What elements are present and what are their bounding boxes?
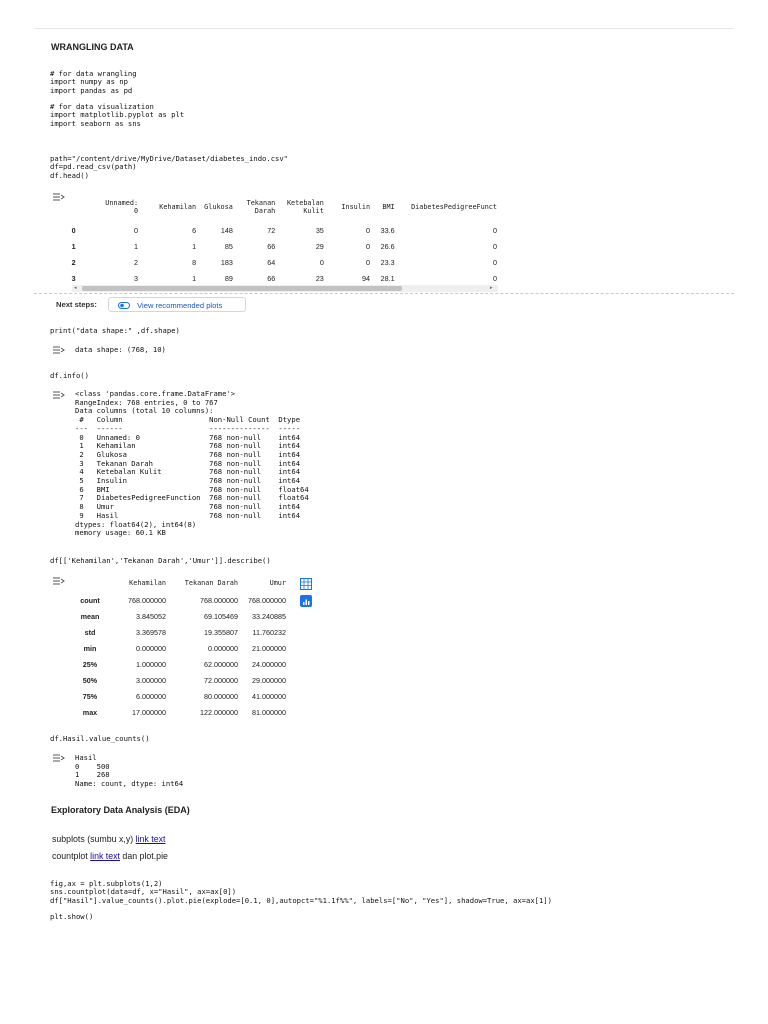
table-cell: 72 — [267, 225, 276, 235]
row-index: 3 — [71, 273, 76, 283]
table-cell: 3.369578 — [136, 627, 166, 637]
table-cell: 183 — [220, 257, 233, 267]
code-cell-info[interactable]: df.info() — [50, 371, 89, 380]
head-col-header: Unnamed: 0 — [105, 199, 139, 215]
row-index: max — [82, 707, 98, 717]
output-toggle-icon[interactable] — [52, 753, 66, 764]
table-cell: 0 — [366, 241, 371, 251]
table-row — [64, 254, 500, 270]
row-index: 75% — [82, 691, 98, 701]
table-cell: 28.1 — [380, 273, 395, 283]
table-cell: 69.105469 — [204, 611, 238, 621]
table-cell: 768.000000 — [248, 595, 286, 605]
head-col-header: Ketebalan Kulit — [286, 199, 324, 215]
cell-divider — [34, 293, 734, 294]
table-cell: 1 — [192, 273, 197, 283]
head-col-header: Glukosa — [204, 203, 233, 211]
head-col-header: Tekanan Darah — [246, 199, 276, 215]
section-title-eda: Exploratory Data Analysis (EDA) — [51, 805, 190, 815]
table-cell: 66 — [267, 241, 276, 251]
code-cell-plot[interactable]: fig,ax = plt.subplots(1,2) sns.countplot(data=df, x="Hasil", ax=ax[0]) df["Hasil"].value_counts().plot.pie(explode=[0.1, 0],autopct="%1.1f%%", labels=["No", "Yes"], shadow=True, ax=ax[1]) plt.show() — [50, 879, 552, 922]
table-row — [62, 672, 286, 688]
table-row — [62, 688, 286, 704]
describe-col-header: Umur — [269, 579, 286, 587]
scrollbar-thumb[interactable] — [82, 286, 402, 291]
table-cell: 94 — [362, 273, 371, 283]
table-cell: 3 — [134, 273, 139, 283]
table-row — [62, 704, 286, 720]
output-value-counts: Hasil 0 500 1 268 Name: count, dtype: int64 — [75, 753, 184, 789]
table-cell: 41.000000 — [252, 691, 286, 701]
table-cell: 0 — [319, 257, 324, 267]
table-cell: 33.240885 — [252, 611, 286, 621]
chart-suggest-icon[interactable] — [300, 595, 312, 607]
table-row — [64, 270, 500, 286]
table-cell: 1 — [192, 241, 197, 251]
top-divider — [34, 28, 734, 29]
table-cell: 17.000000 — [132, 707, 166, 717]
table-cell: 1.000000 — [136, 659, 166, 669]
head-col-header: DiabetesPedigreeFunct — [411, 203, 497, 211]
table-row — [62, 592, 286, 608]
code-cell-shape[interactable]: print("data shape:" ,df.shape) — [50, 326, 180, 335]
table-cell: 2 — [134, 257, 139, 267]
describe-col-header: Tekanan Darah — [184, 579, 238, 587]
table-cell: 0.000000 — [208, 643, 238, 653]
row-index: mean — [80, 611, 100, 621]
link-text-1[interactable]: link text — [135, 834, 166, 844]
table-cell: 0 — [134, 225, 139, 235]
view-recommended-plots-button[interactable] — [108, 297, 246, 312]
row-index: 25% — [82, 659, 98, 669]
text-countplot-suffix: dan plot.pie — [119, 851, 168, 861]
table-cell: 81.000000 — [252, 707, 286, 717]
table-cell: 26.6 — [380, 241, 395, 251]
table-cell: 1 — [134, 241, 139, 251]
table-row — [64, 238, 500, 254]
row-index: std — [84, 627, 96, 637]
table-cell: 768.000000 — [128, 595, 166, 605]
describe-table — [62, 574, 286, 720]
table-cell: 72.000000 — [204, 675, 238, 685]
table-cell: 122.000000 — [200, 707, 238, 717]
output-toggle-icon[interactable] — [52, 345, 66, 356]
table-row — [62, 640, 286, 656]
code-cell-value-counts[interactable]: df.Hasil.value_counts() — [50, 734, 150, 743]
head-col-header: Kehamilan — [159, 203, 197, 211]
row-index: 50% — [82, 675, 98, 685]
row-index: 2 — [71, 257, 76, 267]
scroll-right-icon[interactable]: ▸ — [490, 285, 493, 291]
table-cell: 3.845052 — [136, 611, 166, 621]
table-row — [62, 656, 286, 672]
code-cell-read-csv[interactable]: path="/content/drive/MyDrive/Dataset/diabetes_indo.csv" df=pd.read_csv(path) df.head() — [50, 154, 288, 180]
text-line-countplot — [52, 851, 168, 861]
code-cell-imports[interactable]: # for data wrangling import numpy as np import pandas as pd # for data visualization import matplotlib.pyplot as plt import seaborn as sns — [50, 69, 185, 128]
table-cell: 6 — [192, 225, 197, 235]
table-view-icon[interactable] — [300, 577, 312, 589]
row-index: min — [83, 643, 97, 653]
table-cell: 89 — [224, 273, 233, 283]
table-cell: 0.000000 — [136, 643, 166, 653]
output-shape: data shape: (768, 10) — [75, 345, 166, 354]
table-cell: 0 — [493, 257, 497, 267]
row-index: count — [80, 595, 100, 605]
code-cell-describe[interactable]: df[['Kehamilan','Tekanan Darah','Umur']].describe() — [50, 556, 271, 565]
table-cell: 148 — [220, 225, 233, 235]
table-cell: 62.000000 — [204, 659, 238, 669]
table-cell: 23.3 — [380, 257, 395, 267]
next-steps-label: Next steps: — [56, 300, 97, 309]
table-cell: 0 — [366, 257, 371, 267]
table-cell: 64 — [267, 257, 276, 267]
text-countplot-prefix: countplot — [52, 851, 91, 861]
recommend-icon — [118, 299, 130, 314]
table-cell: 29.000000 — [252, 675, 286, 685]
table-cell: 6.000000 — [136, 691, 166, 701]
table-cell: 0 — [366, 225, 371, 235]
link-text-2[interactable]: link text — [90, 851, 120, 861]
table-cell: 19.355807 — [204, 627, 238, 637]
table-cell: 0 — [493, 273, 497, 283]
table-cell: 0 — [493, 241, 497, 251]
table-cell: 85 — [224, 241, 233, 251]
view-recommended-plots-label: View recommended plots — [137, 301, 223, 310]
table-row — [64, 222, 500, 238]
table-cell: 35 — [315, 225, 324, 235]
describe-output — [62, 574, 286, 720]
output-info: <class 'pandas.core.frame.DataFrame'> RangeIndex: 768 entries, 0 to 767 Data columns (total 10 columns): # Column Non-Null Count Dtype --- ------ -------------- ----- 0 Unnamed: 0 768 non-null int64 1 Kehamilan 768 non-null int64 2 Glukosa 768 non-null int64 3 Tekanan Darah 768 non-null int64 4 Ketebalan Kulit 768 non-null int64 5 Insulin 768 non-null int64 6 BMI 768 non-null float64 7 DiabetesPedigreeFunction 768 non-null float64 8 Umur 768 non-null int64 9 Hasil 768 non-null int64 dtypes: float64(2), int64(8) memory usage: 60.1 KB — [75, 389, 309, 538]
dataframe-head-output — [64, 192, 500, 286]
table-cell: 11.760232 — [252, 627, 286, 637]
section-title-wrangling: WRANGLING DATA — [51, 42, 134, 52]
scroll-left-icon[interactable]: ◂ — [74, 285, 77, 291]
table-cell: 8 — [192, 257, 197, 267]
table-cell: 66 — [267, 273, 276, 283]
describe-col-header: Kehamilan — [129, 579, 166, 587]
table-cell: 33.6 — [380, 225, 395, 235]
dataframe-head-table — [64, 192, 500, 286]
text-line-subplots — [52, 834, 165, 844]
table-cell: 21.000000 — [252, 643, 286, 653]
head-col-header: BMI — [382, 203, 395, 211]
table-cell: 29 — [315, 241, 324, 251]
table-cell: 3.000000 — [136, 675, 166, 685]
table-cell: 80.000000 — [204, 691, 238, 701]
table-row — [62, 608, 286, 624]
head-col-header: Insulin — [341, 203, 371, 211]
table-cell: 0 — [493, 225, 497, 235]
table-cell: 23 — [315, 273, 324, 283]
output-toggle-icon[interactable] — [52, 390, 66, 401]
table-cell: 768.000000 — [200, 595, 238, 605]
table-row — [62, 624, 286, 640]
table-cell: 24.000000 — [252, 659, 286, 669]
row-index: 1 — [71, 241, 76, 251]
row-index: 0 — [71, 225, 76, 235]
text-subplots-prefix: subplots (sumbu x,y) — [52, 834, 136, 844]
